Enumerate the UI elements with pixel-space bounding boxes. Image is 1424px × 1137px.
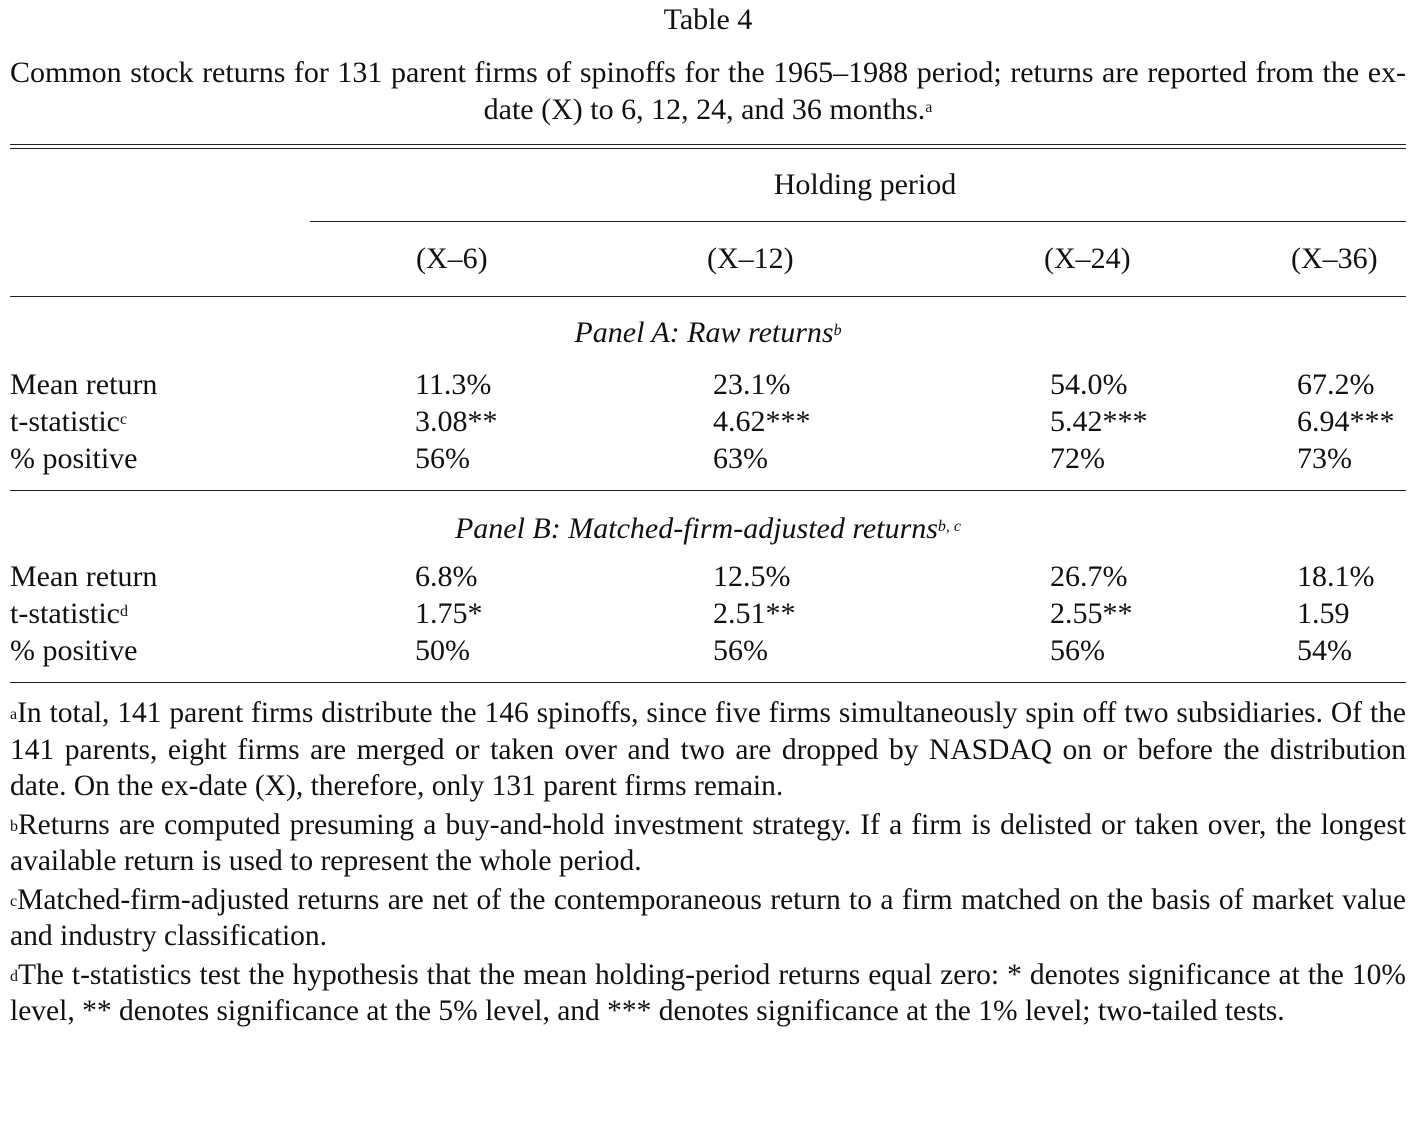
table-cell: 50% <box>415 634 470 667</box>
caption-footnote-mark: a <box>925 99 933 116</box>
column-header: (X–36) <box>1291 242 1378 275</box>
top-rule <box>10 144 1406 145</box>
table-cell: 56% <box>1050 634 1105 667</box>
panel-b-rows <box>10 558 1406 669</box>
row-label: t-statistic$^c$ <box>10 405 128 438</box>
footnotes <box>10 695 1406 1030</box>
table-cell: 2.55** <box>1050 597 1133 630</box>
table-cell: 4.62*** <box>713 405 811 438</box>
table-cell: 26.7% <box>1050 560 1128 593</box>
table-cell: 1.75* <box>415 597 483 630</box>
panel-a-rule <box>10 490 1406 491</box>
table-row <box>10 440 1406 477</box>
header-rule <box>10 296 1406 297</box>
row-label: t-statistic$^d$ <box>10 597 128 630</box>
table-cell: 6.94*** <box>1297 405 1395 438</box>
caption-text: Common stock returns for 131 parent firms of spinoffs for the 1965–1988 period; returns are reported from the ex-date (X) to 6, 12, 24, and 36 months. <box>10 56 1406 126</box>
table-cell: 73% <box>1297 442 1352 475</box>
table-cell: 11.3% <box>415 368 492 401</box>
table-cell: 5.42*** <box>1050 405 1148 438</box>
table-row <box>10 366 1406 403</box>
table-row <box>10 558 1406 595</box>
footnote: $^a$In total, 141 parent firms distribute the 146 spinoffs, since five firms simultaneously spin off two subsidiaries. Of the 141 parents, eight firms are merged or taken over and two are dropped by NASDAQ on or before the distribution date. On the ex-date (X), therefore, only 131 parent firms remain. <box>10 697 1406 802</box>
column-headers <box>10 222 1406 296</box>
table-cell: 63% <box>713 442 768 475</box>
table-cell: 56% <box>415 442 470 475</box>
holding-period-header <box>10 149 1406 221</box>
table-cell: 12.5% <box>713 560 791 593</box>
table-cell: 6.8% <box>415 560 478 593</box>
table-cell: 72% <box>1050 442 1105 475</box>
panel-a-rows <box>10 366 1406 477</box>
table-row <box>10 595 1406 632</box>
row-label: % positive <box>10 634 138 667</box>
table-number: Table 4 <box>663 3 753 36</box>
table-row <box>10 403 1406 440</box>
column-header: (X–6) <box>416 242 488 275</box>
column-header: (X–24) <box>1044 242 1131 275</box>
table-page <box>10 0 1406 1032</box>
bottom-rule <box>10 682 1406 683</box>
table-caption <box>10 54 1406 128</box>
column-header: (X–12) <box>707 242 794 275</box>
holding-period-label: Holding period <box>773 168 957 201</box>
row-label: Mean return <box>10 560 158 593</box>
panel-b-title: Panel B: Matched-firm-adjusted returns$^{b, c}$ <box>454 512 962 545</box>
table-cell: 54.0% <box>1050 368 1128 401</box>
table-cell: 18.1% <box>1297 560 1375 593</box>
footnote: $^b$Returns are computed presuming a buy-and-hold investment strategy. If a firm is delisted or taken over, the longest available return is used to represent the whole period. <box>10 808 1406 877</box>
table-cell: 23.1% <box>713 368 791 401</box>
table-cell: 3.08** <box>415 405 498 438</box>
footnote: $^c$Matched-firm-adjusted returns are net of the contemporaneous return to a firm matched on the basis of market value and industry classification. <box>10 883 1406 952</box>
table-cell: 1.59 <box>1297 597 1350 630</box>
table-cell: 2.51** <box>713 597 796 630</box>
table-row <box>10 632 1406 669</box>
panel-a-title: Panel A: Raw returns$^b$ <box>574 316 842 349</box>
row-label: Mean return <box>10 368 158 401</box>
table-cell: 56% <box>713 634 768 667</box>
table-cell: 67.2% <box>1297 368 1375 401</box>
footnote: $^d$The t-statistics test the hypothesis that the mean holding-period returns equal zero: * denotes significance at the 10% level, ** denotes significance at the 5% level, and *** denotes significance at the 1% level; two-tailed tests. <box>10 958 1406 1027</box>
table-cell: 54% <box>1297 634 1352 667</box>
row-label: % positive <box>10 442 138 475</box>
